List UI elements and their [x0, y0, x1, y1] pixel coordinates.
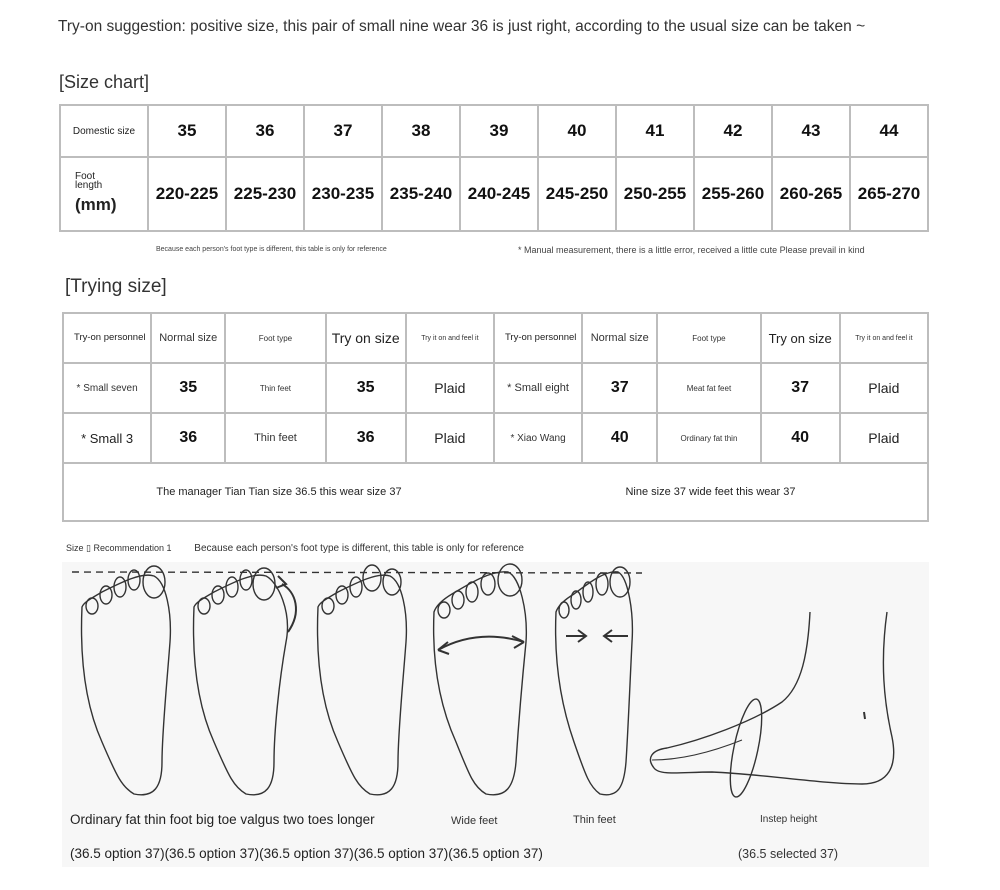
header-try-on-size: Try on size [326, 313, 406, 363]
foot-type-cell: Meat fat feet [657, 363, 760, 413]
trying-note-left: The manager Tian Tian size 36.5 this wear size 37 [63, 463, 494, 521]
header-normal-size: Normal size [582, 313, 657, 363]
size-cell: 42 [694, 105, 772, 157]
length-cell: 255-260 [694, 157, 772, 231]
length-cell: 225-230 [226, 157, 304, 231]
foot-length-unit: (mm) [75, 194, 117, 214]
personnel-cell: * Small seven [63, 363, 151, 413]
caption-instep-option: (36.5 selected 37) [738, 847, 839, 861]
header-foot-type: Foot type [657, 313, 760, 363]
length-cell: 240-245 [460, 157, 538, 231]
foot-outline [556, 567, 633, 795]
normal-size-cell: 36 [151, 413, 225, 463]
normal-size-cell: 35 [151, 363, 225, 413]
recommendation-label [66, 543, 524, 554]
size-cell: 41 [616, 105, 694, 157]
toe-line [72, 572, 642, 573]
trying-size-table [62, 312, 929, 522]
feel-cell: Plaid [840, 413, 928, 463]
size-cell: 43 [772, 105, 850, 157]
recommendation-note: Because each person's foot type is different, this table is only for reference [194, 543, 524, 554]
size-chart-note-right: * Manual measurement, there is a little error, received a little cute Please prevail in kind [518, 245, 865, 255]
personnel-cell: * Small 3 [63, 413, 151, 463]
foot-type-cell: Thin feet [225, 413, 325, 463]
personnel-cell: * Small eight [494, 363, 582, 413]
header-personnel: Try-on personnel [494, 313, 582, 363]
length-cell: 235-240 [382, 157, 460, 231]
foot-type-cell: Thin feet [225, 363, 325, 413]
caption-instep: Instep height [760, 814, 818, 825]
foot-outline [318, 565, 407, 795]
size-chart-table [59, 104, 929, 232]
trying-note-right: Nine size 37 wide feet this wear 37 [494, 463, 928, 521]
foot-outline [194, 568, 296, 795]
caption-ordinary: Ordinary fat thin foot big toe valgus two toes longer [70, 812, 375, 827]
length-cell: 220-225 [148, 157, 226, 231]
domestic-size-label: Domestic size [60, 105, 148, 157]
header-feel: Try it on and feel it [840, 313, 928, 363]
size-chart-note-left: Because each person's foot type is different, this table is only for reference [156, 246, 387, 253]
side-foot-outline [650, 612, 893, 799]
length-cell: 250-255 [616, 157, 694, 231]
length-cell: 265-270 [850, 157, 928, 231]
length-cell: 245-250 [538, 157, 616, 231]
trying-row [63, 413, 928, 463]
foot-outline [82, 566, 171, 795]
try-on-size-cell: 40 [761, 413, 840, 463]
feel-cell: Plaid [406, 363, 494, 413]
normal-size-cell: 37 [582, 363, 657, 413]
recommendation-label-text: Size ▯ Recommendation 1 [66, 543, 172, 553]
trying-header-row [63, 313, 928, 363]
length-cell: 230-235 [304, 157, 382, 231]
header-normal-size: Normal size [151, 313, 225, 363]
size-cell: 44 [850, 105, 928, 157]
feel-cell: Plaid [406, 413, 494, 463]
domestic-size-row [60, 105, 928, 157]
size-cell: 35 [148, 105, 226, 157]
header-try-on-size: Try on size [761, 313, 840, 363]
header-foot-type: Foot type [225, 313, 325, 363]
try-on-suggestion: Try-on suggestion: positive size, this pair of small nine wear 36 is just right, according to the usual size can be taken ~ [58, 18, 866, 35]
size-cell: 36 [226, 105, 304, 157]
caption-wide: Wide feet [451, 815, 498, 827]
header-personnel: Try-on personnel [63, 313, 151, 363]
try-on-size-cell: 36 [326, 413, 406, 463]
personnel-cell: * Xiao Wang [494, 413, 582, 463]
try-on-size-cell: 35 [326, 363, 406, 413]
length-cell: 260-265 [772, 157, 850, 231]
size-cell: 39 [460, 105, 538, 157]
feel-cell: Plaid [840, 363, 928, 413]
caption-thin: Thin feet [573, 814, 616, 826]
caption-options: (36.5 option 37)(36.5 option 37)(36.5 option 37)(36.5 option 37)(36.5 option 37) [70, 846, 543, 861]
foot-length-label [60, 157, 148, 231]
foot-outline [434, 564, 527, 795]
trying-size-title: [Trying size] [65, 276, 167, 297]
foot-length-label-text: Foot length [75, 170, 103, 191]
trying-notes-row [63, 463, 928, 521]
foot-length-row [60, 157, 928, 231]
normal-size-cell: 40 [582, 413, 657, 463]
size-chart-title: [Size chart] [59, 72, 150, 92]
trying-row [63, 363, 928, 413]
header-feel: Try it on and feel it [406, 313, 494, 363]
size-cell: 38 [382, 105, 460, 157]
size-cell: 37 [304, 105, 382, 157]
try-on-size-cell: 37 [761, 363, 840, 413]
foot-type-cell: Ordinary fat thin [657, 413, 760, 463]
size-cell: 40 [538, 105, 616, 157]
